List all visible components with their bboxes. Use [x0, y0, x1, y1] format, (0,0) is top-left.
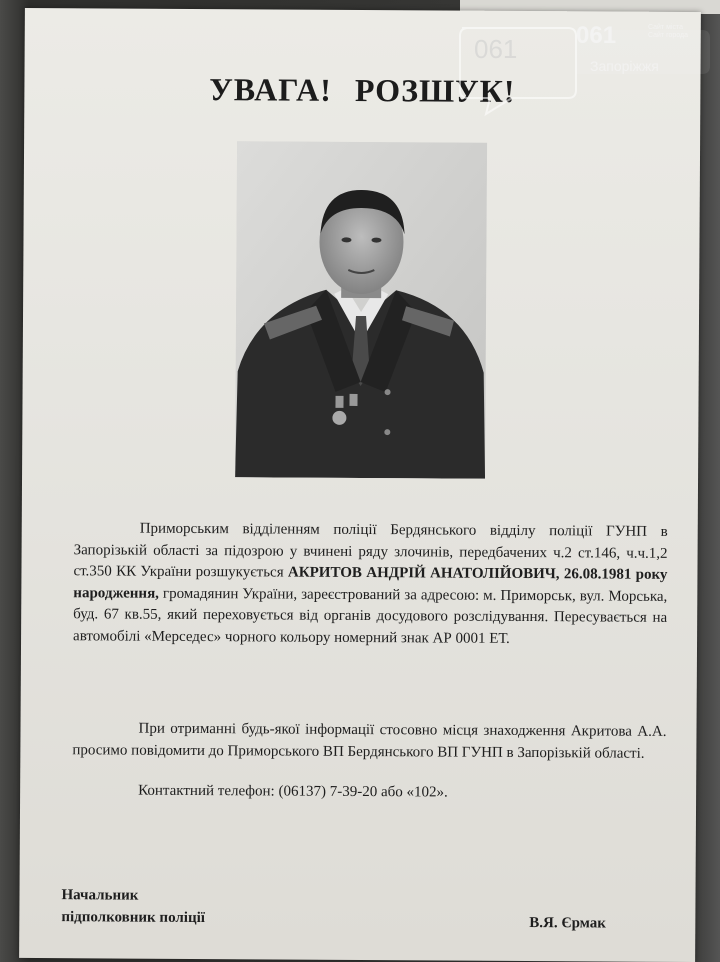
position-rank: підполковник поліції	[61, 909, 206, 927]
signatory-name: В.Я. Єрмак	[529, 915, 607, 932]
wanted-description	[73, 518, 668, 651]
contact-phone: Контактний телефон: (06137) 7-39-20 або «102».	[138, 782, 448, 801]
signatory-position	[61, 884, 205, 929]
description-intro: Приморським відділенням поліції Бердянського відділу поліції ГУНП в Запорізькій області за підозрою у вчинені ряду злочинів, передбачених ч.2 ст.146, ч.ч.1,2 ст.350 КК України розшукується	[73, 520, 668, 581]
description-rest: громадянин України, зареєстрований за адресою: м. Приморськ, вул. Морська, буд. 67 кв.55, який переховується від органів досудового розслідування. Пересувається на автомобілі «Мерседес» чорного кольору номерний знак АР 0001 ЕТ.	[73, 585, 668, 647]
info-request: При отриманні будь-якої інформації стосовно місця знаходження Акритова А.А. просимо повідомити до Приморського ВП Бердянського ВП ГУНП в Запорізькій області.	[72, 720, 667, 762]
position-title: Начальник	[61, 887, 139, 904]
poster-title: УВАГА! РОЗШУК!	[209, 71, 516, 109]
watermark-site-text	[648, 24, 708, 40]
watermark-logo-text: 061	[576, 22, 617, 49]
suspect-name: АКРИТОВ АНДРІЙ АНАТОЛІЙОВИЧ, 26.08.1981 року народження,	[73, 564, 668, 602]
watermark-city: Запоріжжя	[590, 58, 659, 74]
watermark-bubble-number: 061	[474, 34, 518, 64]
wanted-poster	[19, 8, 701, 962]
watermark-site-line: Сайт міста	[648, 24, 683, 31]
watermark-site-small: Сайт города	[648, 32, 688, 39]
portrait-photo-icon	[235, 141, 487, 479]
